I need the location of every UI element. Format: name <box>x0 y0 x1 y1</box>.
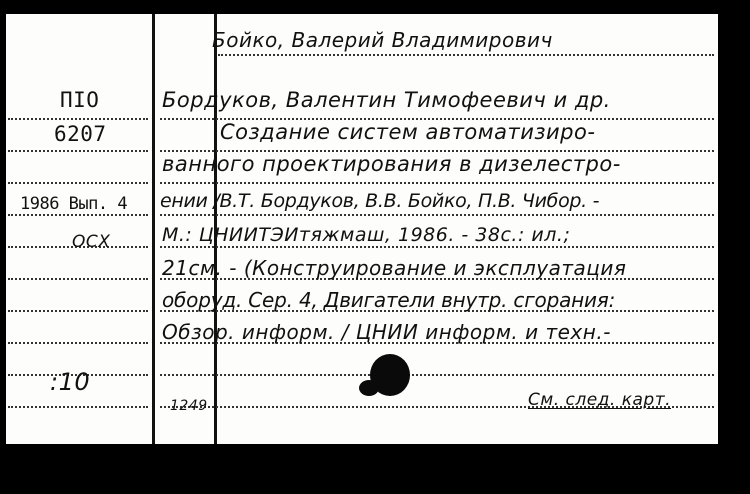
main-dotted-line <box>160 374 714 376</box>
left-dotted-line <box>8 278 148 280</box>
main-entry-line-5: М.: ЦНИИТЭИтяжмаш, 1986. - 38с.: ил.; <box>162 224 571 246</box>
main-entry-line-4: ении /В.Т. Бордуков, В.В. Бойко, П.В. Чибор. - <box>160 190 600 212</box>
main-entry-line-3: ванного проектирования в дизелестро- <box>162 152 621 176</box>
main-dotted-line <box>160 214 714 216</box>
main-entry-line-6: 21см. - (Конструирование и эксплуатация <box>162 256 627 280</box>
main-entry-line-7: оборуд. Сер. 4, Двигатели внутр. сгорания: <box>162 288 616 312</box>
inventory-number: 1249 <box>170 398 208 414</box>
year-issue-label: 1986 Вып. 4 <box>20 194 128 214</box>
main-dotted-line <box>218 54 714 56</box>
main-dotted-line <box>160 182 714 184</box>
card-left-rule <box>152 14 155 444</box>
classification-number: 6207 <box>54 122 107 146</box>
left-dotted-line <box>8 182 148 184</box>
shelf-number: :10 <box>50 368 91 396</box>
see-next-card-note: См. след. карт. <box>528 390 672 410</box>
left-dotted-line <box>8 118 148 120</box>
catalog-card <box>6 14 718 444</box>
ink-blot <box>359 380 379 396</box>
classification-code-pio: ПIО <box>60 88 100 112</box>
left-dotted-line <box>8 214 148 216</box>
main-entry-line-1: Бордуков, Валентин Тимофеевич и др. <box>162 88 611 112</box>
main-dotted-line <box>160 246 714 248</box>
main-entry-line-2: Создание систем автоматизиро- <box>220 120 596 144</box>
left-dotted-line <box>8 406 148 408</box>
left-dotted-line <box>8 310 148 312</box>
main-entry-line-8: Обзор. информ. / ЦНИИ информ. и техн.- <box>162 320 611 344</box>
left-dotted-line <box>8 150 148 152</box>
code-osh: ОСХ <box>72 232 111 252</box>
left-dotted-line <box>8 342 148 344</box>
secondary-author-line: Бойко, Валерий Владимирович <box>212 28 553 52</box>
